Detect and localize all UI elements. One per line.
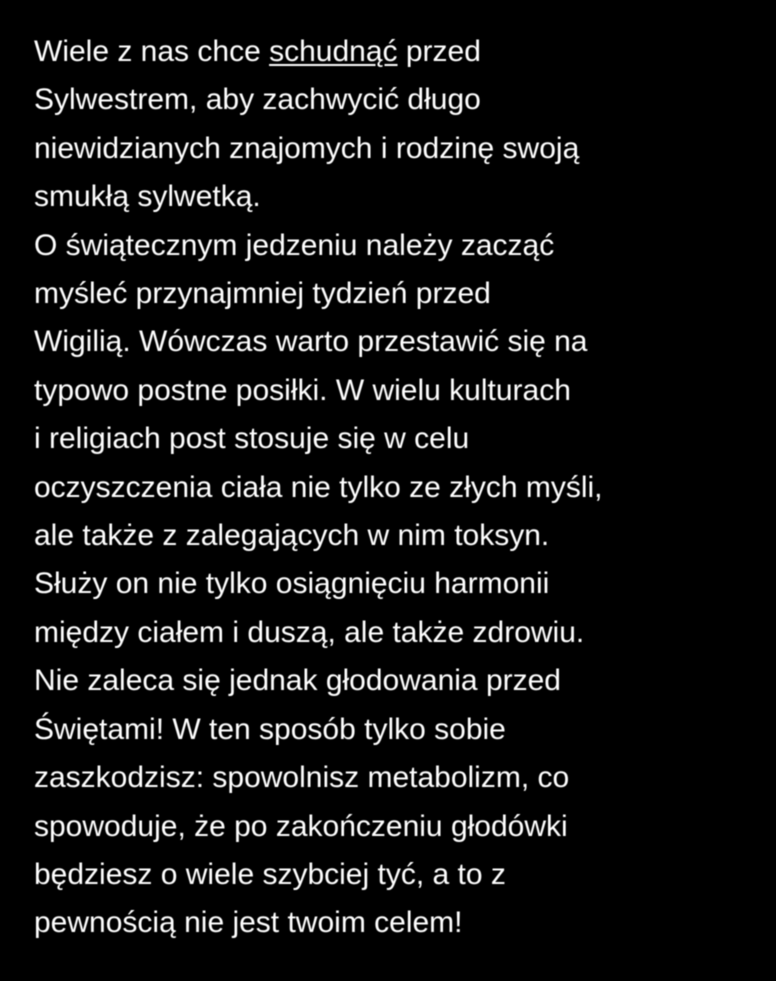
text-line: smukłą sylwetką.: [34, 180, 261, 214]
text-line: O świątecznym jedzeniu należy zacząć: [34, 228, 555, 262]
text-line: między ciałem i duszą, ale także zdrowiu.: [34, 615, 585, 649]
text-line: typowo postne posiłki. W wielu kulturach: [34, 373, 571, 407]
text-line: spowoduje, że po zakończeniu głodówki: [34, 809, 568, 843]
text-line: i religiach post stosuje się w celu: [34, 422, 470, 456]
text-line: niewidzianych znajomych i rodzinę swoją: [34, 131, 580, 165]
text-line: [34, 28, 764, 76]
text-line: oczyszczenia ciała nie tylko ze złych myśli,: [34, 470, 603, 504]
text-line: Sylwestrem, aby zachwycić długo: [34, 83, 481, 117]
text-line: Wigilią. Wówczas warto przestawić się na: [34, 325, 588, 359]
text-line: myśleć przynajmniej tydzień przed: [34, 277, 491, 311]
text-fragment: Wiele z nas chce: [34, 35, 270, 68]
text-line: Nie zaleca się jednak głodowania przed: [34, 664, 561, 698]
text-line: ale także z zalegających w nim toksyn.: [34, 519, 550, 553]
text-line: Służy on nie tylko osiągnięciu harmonii: [34, 567, 550, 601]
article-text: [34, 28, 764, 948]
text-line: pewnością nie jest twoim celem!: [34, 906, 463, 940]
schudnac-link[interactable]: schudnąć: [269, 35, 398, 68]
text-line: Świętami! W ten sposób tylko sobie: [34, 712, 506, 746]
text-fragment: przed: [397, 35, 481, 68]
text-line: zaszkodzisz: spowolnisz metabolizm, co: [34, 761, 570, 795]
text-line: będziesz o wiele szybciej tyć, a to z: [34, 857, 506, 891]
